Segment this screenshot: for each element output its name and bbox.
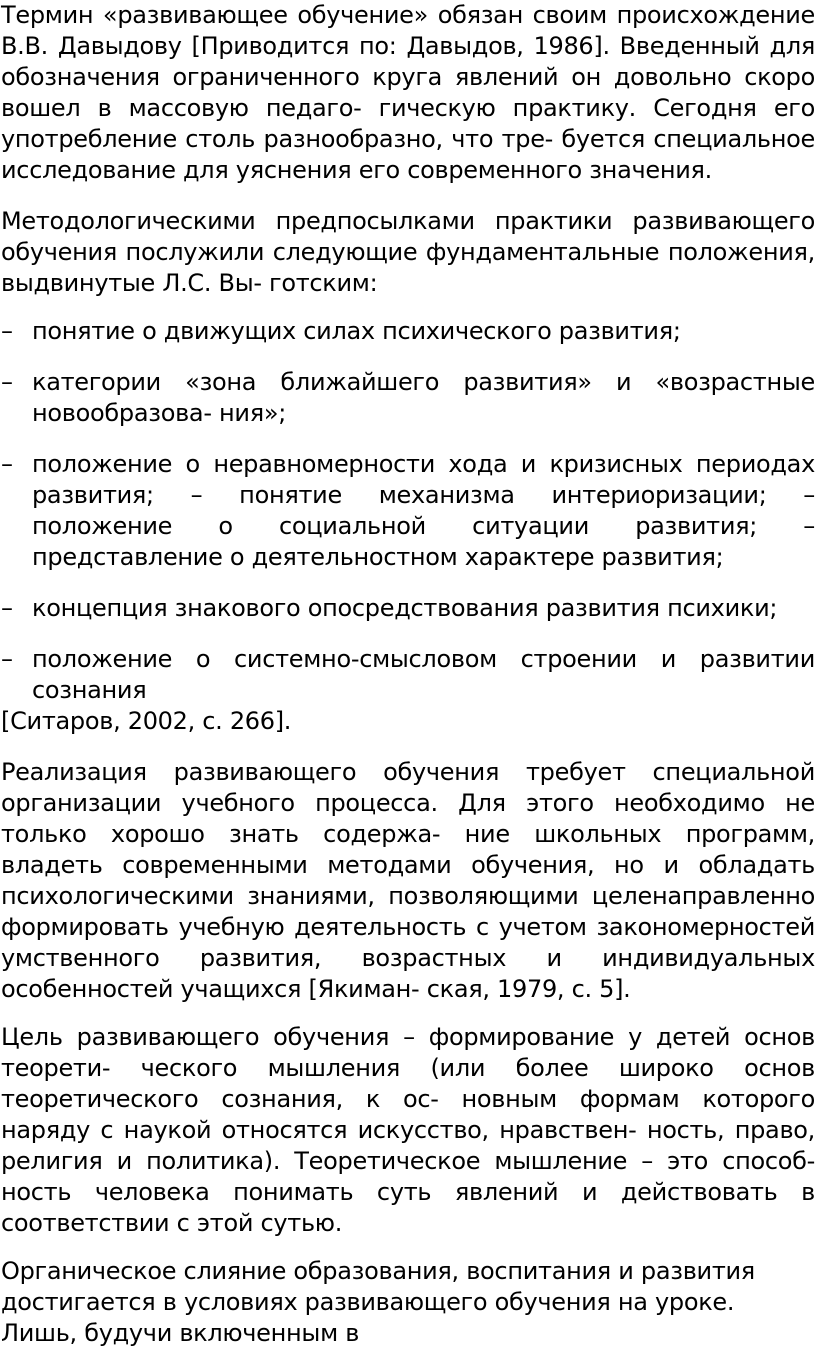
list-item-text: концепция знакового опосредствования развития психики; (32, 594, 778, 622)
list-item-text: категории «зона ближайшего развития» и «возрастные новообразова- ния»; (32, 368, 815, 427)
dash-marker: – (1, 594, 13, 622)
list-item (1, 593, 815, 624)
paragraph-methodological-premises: Методологическими предпосылками практики развивающего обучения послужили следующие фундаментальные положения, выдвинутые Л.С. Вы- готским: (1, 207, 815, 297)
vygotsky-principles-list (1, 316, 815, 737)
dash-marker: – (1, 645, 13, 673)
list-item-text: положение о неравномерности хода и кризисных периодах развития; – понятие механизма интериоризации; – положение о социальной ситуации развития; – представление о деятельностном характере развития; (32, 450, 815, 571)
paragraph-goal-of-learning: Цель развивающего обучения – формирование у детей основ теорети- ческого мышления (или более широко основ теоретического сознания, к ос- новным формам которого наряду с наукой относятся искусство, нравствен- ность, право, религия и политика). Теоретическое мышление – это способ- ность человека понимать суть явлений и действовать в соответствии с этой сутью. (1, 1023, 815, 1237)
list-item (1, 449, 815, 573)
dash-marker: – (1, 368, 13, 396)
paragraph-origin-of-term: Термин «развивающее обучение» обязан своим происхождение В.В. Давыдову [Приводится по: Давыдов, 1986]. Введенный для обозначения ограниченного круга явлений он довольно скоро вошел в массовую педаго- гическую практику. Сегодня его употребление столь разнообразно, что тре- буется специальное исследование для уяснения его современного значения. (1, 1, 815, 184)
paragraph-organization-of-learning: Реализация развивающего обучения требует специальной организации учебного процесса. Для этого необходимо не только хорошо знать содержа- ние школьных программ, владеть современными методами обучения, но и обладать психологическими знаниями, позволяющими целенаправленно формировать учебную деятельность с учетом закономерностей умственного развития, возрастных и индивидуальных особенностей учащихся [Якиман- ская, 1979, с. 5]. (1, 758, 815, 1003)
list-item (1, 367, 815, 429)
list-item-text: положение о системно-смысловом строении и развитии сознания (32, 645, 815, 704)
list-item (1, 316, 815, 347)
list-item-text: понятие о движущих силах психического развития; (32, 317, 681, 345)
list-item (1, 644, 815, 737)
dash-marker: – (1, 317, 13, 345)
dash-marker: – (1, 450, 13, 478)
paragraph-organic-fusion: Органическое слияние образования, воспитания и развития достигается в условиях развивающего обучения на уроке. Лишь, будучи включенным в (1, 1257, 755, 1347)
citation: [Ситаров, 2002, с. 266]. (1, 707, 292, 735)
